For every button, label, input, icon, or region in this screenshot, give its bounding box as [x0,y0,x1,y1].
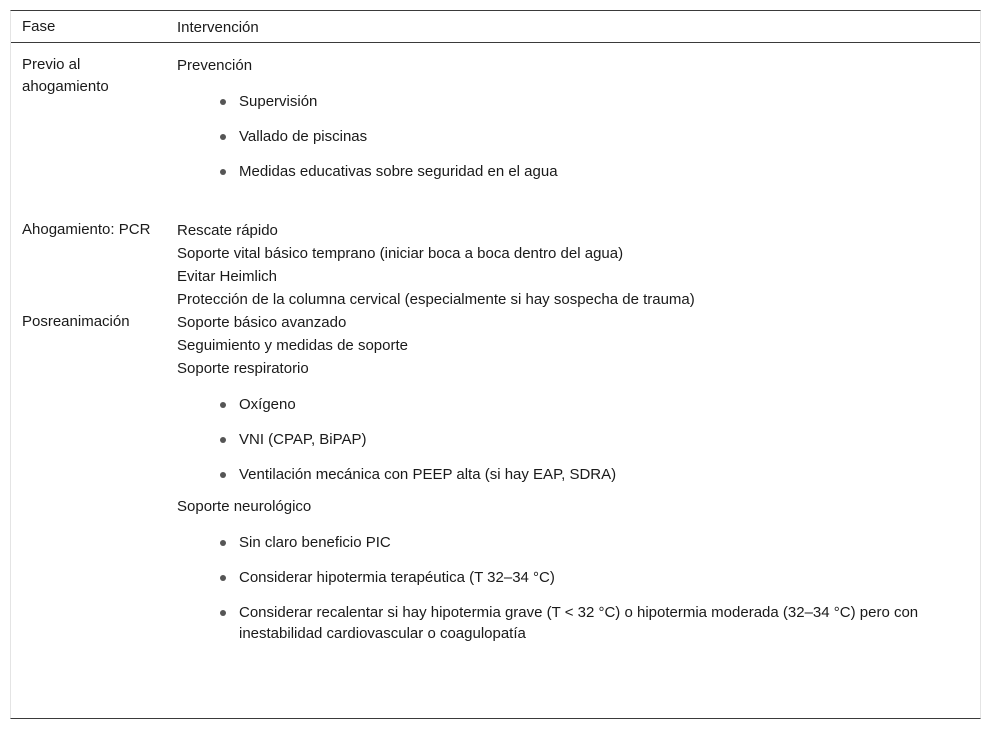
bullet-list [177,380,980,495]
bullet-icon [220,134,226,140]
intervention-line: Soporte respiratorio [177,360,309,377]
table-row-post-resuscitation [11,311,980,654]
phase-cell: Previo al ahogamiento [22,56,109,95]
bullet-list [177,518,980,654]
bullet-icon [220,575,226,581]
table-header [11,11,980,43]
intervention-line: Protección de la columna cervical (especialmente si hay sospecha de trauma) [177,291,695,308]
intervention-cell [177,311,980,654]
bullet-icon [220,610,226,616]
table-row-pre-drowning [11,43,980,219]
list-item: Considerar hipotermia terapéutica (T 32–34 °C) [177,567,950,588]
intervention-line: Seguimiento y medidas de soporte [177,337,408,354]
header-intervention: Intervención [177,19,259,36]
interventions-table [10,10,981,719]
table-row-cpr [11,219,980,311]
list-item: Vallado de piscinas [177,126,980,147]
bullet-list [177,77,980,192]
list-item: VNI (CPAP, BiPAP) [177,429,980,450]
bullet-icon [220,472,226,478]
header-phase: Fase [22,18,56,35]
list-item: Medidas educativas sobre seguridad en el agua [177,161,980,182]
bullet-icon [220,169,226,175]
intervention-line: Soporte básico avanzado [177,314,347,331]
intervention-cell [177,219,980,311]
list-item: Considerar recalentar si hay hipotermia grave (T < 32 °C) o hipotermia moderada (32–34 °C) pero con inestabilidad cardiovascular o coagulopatía [177,602,950,644]
list-item: Ventilación mecánica con PEEP alta (si hay EAP, SDRA) [177,464,980,485]
list-item: Oxígeno [177,394,980,415]
list-item: Supervisión [177,91,980,112]
intervention-line: Soporte neurológico [177,498,312,515]
intervention-line: Evitar Heimlich [177,268,278,285]
bullet-icon [220,402,226,408]
bullet-icon [220,540,226,546]
intervention-line: Prevención [177,57,253,74]
phase-cell: Posreanimación [22,313,130,330]
phase-cell: Ahogamiento: PCR [22,221,151,238]
list-item: Sin claro beneficio PIC [177,532,950,553]
bullet-icon [220,99,226,105]
intervention-line: Rescate rápido [177,222,278,239]
intervention-cell [177,54,980,192]
bullet-icon [220,437,226,443]
intervention-line: Soporte vital básico temprano (iniciar boca a boca dentro del agua) [177,245,624,262]
